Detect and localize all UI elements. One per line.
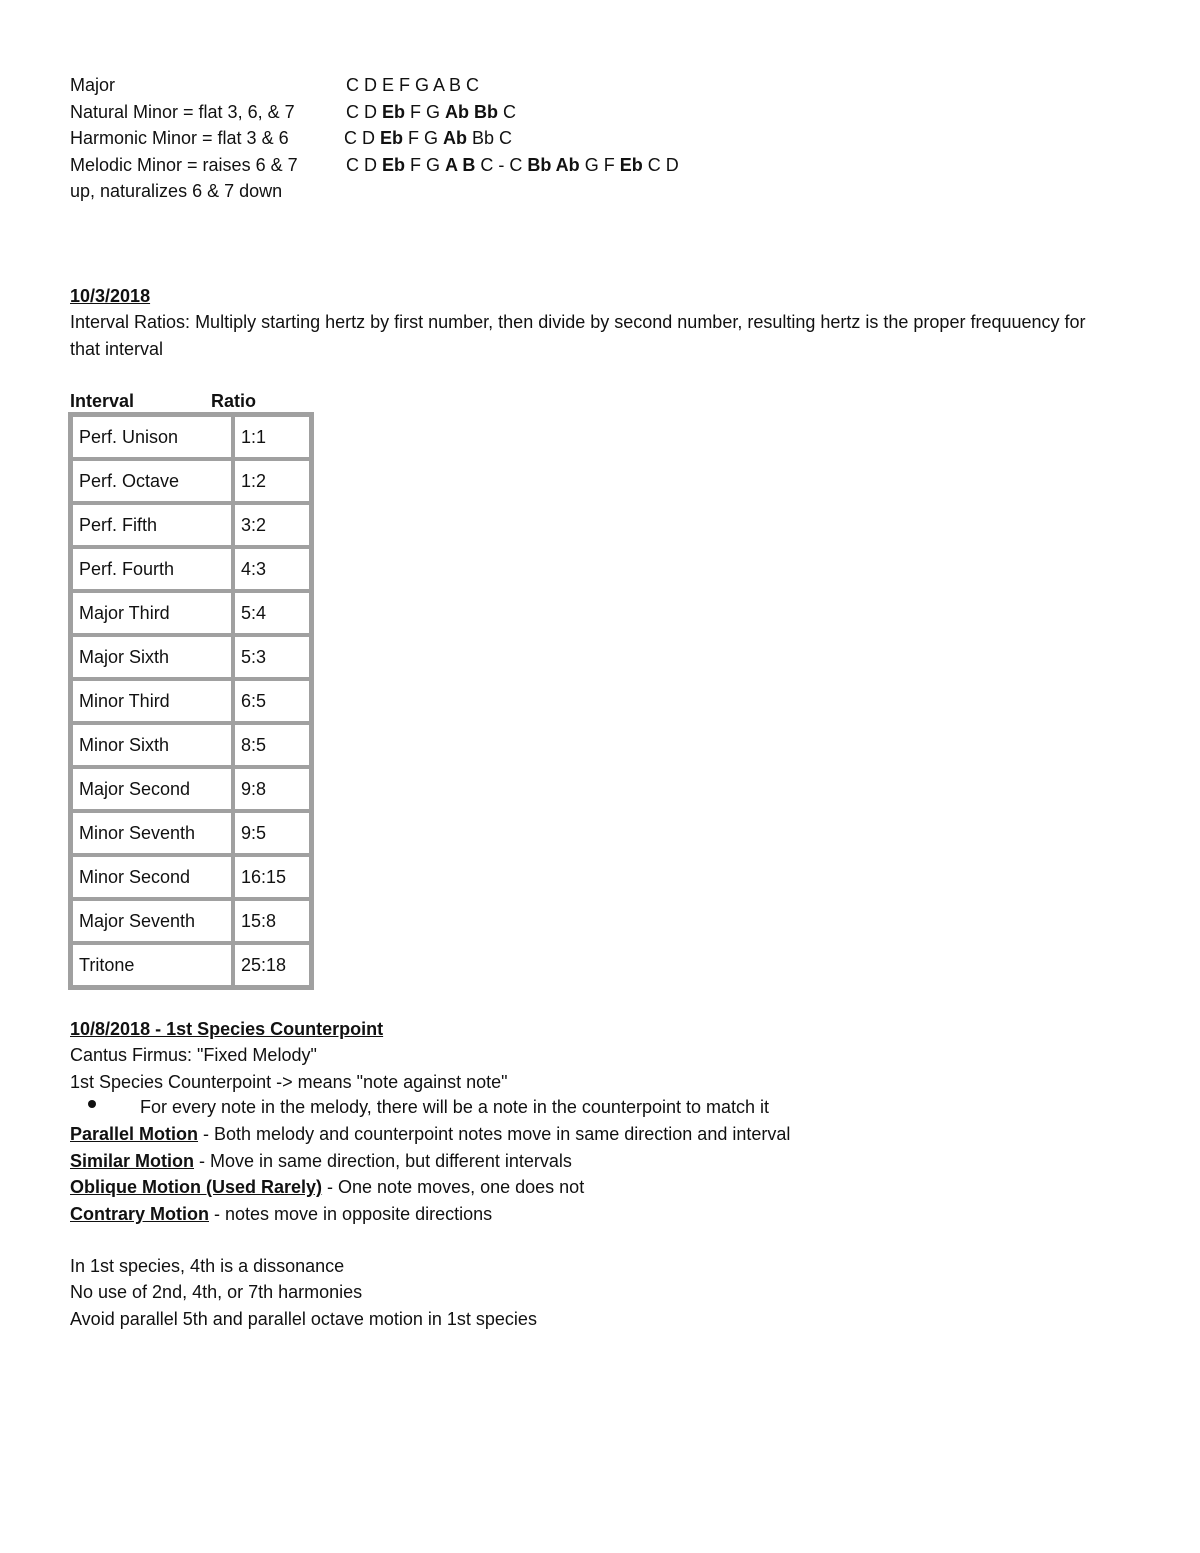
note-run: C D — [344, 128, 380, 148]
table-row — [71, 723, 311, 767]
scale-major — [70, 72, 1130, 98]
motion-definition — [70, 1174, 584, 1200]
rule-line: Avoid parallel 5th and parallel octave motion in 1st species — [70, 1309, 537, 1329]
ratio-cell: 15:8 — [233, 899, 311, 943]
note-run: F G — [405, 102, 446, 122]
note-run: C D — [642, 155, 679, 175]
motion-definition — [70, 1121, 790, 1147]
motion-term: Similar Motion — [70, 1151, 195, 1171]
bullet-text: For every note in the melody, there will be a note in the counterpoint to match it — [140, 1097, 770, 1117]
note-run: C - C — [475, 155, 528, 175]
interval-cell: Major Third — [71, 591, 233, 635]
interval-cell: Major Second — [71, 767, 233, 811]
interval-cell: Perf. Fourth — [71, 547, 233, 591]
ratio-cell: 1:2 — [233, 459, 311, 503]
motion-description: - notes move in opposite directions — [209, 1204, 493, 1224]
note-run: Eb — [380, 128, 404, 148]
table-row — [71, 635, 311, 679]
motion-description: - Move in same direction, but different intervals — [194, 1151, 572, 1171]
ratio-cell: 9:8 — [233, 767, 311, 811]
table-row — [71, 591, 311, 635]
scale-label: Natural Minor = flat 3, 6, & 7 — [70, 102, 295, 122]
column-header-ratio: Ratio — [211, 391, 256, 411]
ratio-cell: 3:2 — [233, 503, 311, 547]
first-species-line: 1st Species Counterpoint -> means "note against note" — [70, 1072, 508, 1092]
ratio-cell: 16:15 — [233, 855, 311, 899]
interval-cell: Minor Seventh — [71, 811, 233, 855]
table-row — [71, 547, 311, 591]
motion-term: Parallel Motion — [70, 1124, 199, 1144]
interval-cell: Minor Second — [71, 855, 233, 899]
table-row — [71, 899, 311, 943]
interval-cell: Major Sixth — [71, 635, 233, 679]
scale-melodic-minor — [70, 152, 1130, 178]
table-row — [71, 503, 311, 547]
cantus-firmus-line: Cantus Firmus: "Fixed Melody" — [70, 1045, 317, 1065]
ratio-cell: 8:5 — [233, 723, 311, 767]
ratio-cell: 5:4 — [233, 591, 311, 635]
note-run: Ab Bb — [445, 102, 499, 122]
ratio-cell: 4:3 — [233, 547, 311, 591]
table-row — [71, 415, 311, 459]
note-run: C D — [346, 102, 382, 122]
scale-natural-minor — [70, 99, 1130, 125]
rule-line: No use of 2nd, 4th, or 7th harmonies — [70, 1282, 363, 1302]
interval-cell: Perf. Fifth — [71, 503, 233, 547]
table-row — [71, 767, 311, 811]
note-run: Ab — [443, 128, 468, 148]
motion-description: - One note moves, one does not — [322, 1177, 585, 1197]
interval-ratios-intro — [70, 309, 1100, 363]
note-run: F G — [403, 128, 444, 148]
intro-label: Interval Ratios: — [70, 312, 191, 332]
ratio-cell: 9:5 — [233, 811, 311, 855]
scale-notes — [344, 125, 512, 151]
ratio-cell: 1:1 — [233, 415, 311, 459]
note-run: C — [498, 102, 517, 122]
ratio-cell: 6:5 — [233, 679, 311, 723]
ratio-cell: 25:18 — [233, 943, 311, 987]
scale-notes: C D E F G A B C — [346, 75, 480, 95]
section-date: 10/3/2018 — [70, 286, 151, 306]
melodic-minor-continuation: up, naturalizes 6 & 7 down — [70, 181, 283, 201]
interval-cell: Tritone — [71, 943, 233, 987]
note-run: F G — [405, 155, 446, 175]
motion-description: - Both melody and counterpoint notes move in same direction and interval — [198, 1124, 791, 1144]
note-run: A B — [445, 155, 476, 175]
note-run: Eb — [619, 155, 643, 175]
table-row — [71, 679, 311, 723]
section-heading: 10/8/2018 - 1st Species Counterpoint — [70, 1019, 384, 1039]
scale-notes — [346, 152, 679, 178]
ratio-cell: 5:3 — [233, 635, 311, 679]
interval-cell: Major Seventh — [71, 899, 233, 943]
bullet-icon — [88, 1100, 96, 1108]
scale-notes — [346, 99, 516, 125]
motion-term: Oblique Motion (Used Rarely) — [70, 1177, 323, 1197]
interval-cell: Minor Sixth — [71, 723, 233, 767]
note-run: Bb Ab — [527, 155, 580, 175]
interval-ratio-table — [68, 412, 314, 990]
scale-label: Harmonic Minor = flat 3 & 6 — [70, 128, 289, 148]
interval-cell: Perf. Unison — [71, 415, 233, 459]
scale-harmonic-minor — [70, 125, 1130, 151]
intro-text: Multiply starting hertz by first number, then divide by second number, resulting hertz is the proper frequuency for that interval — [70, 312, 1086, 359]
scale-label: Melodic Minor = raises 6 & 7 — [70, 155, 298, 175]
table-row — [71, 811, 311, 855]
note-run: Bb C — [467, 128, 513, 148]
interval-cell: Minor Third — [71, 679, 233, 723]
table-row — [71, 943, 311, 987]
note-run: G F — [579, 155, 620, 175]
scale-label: Major — [70, 75, 116, 95]
motion-definition — [70, 1148, 572, 1174]
motion-term: Contrary Motion — [70, 1204, 209, 1224]
note-run: C D — [346, 155, 382, 175]
column-header-interval: Interval — [70, 391, 135, 411]
note-run: Eb — [382, 102, 406, 122]
table-row — [71, 459, 311, 503]
interval-cell: Perf. Octave — [71, 459, 233, 503]
note-run: Eb — [382, 155, 406, 175]
rule-line: In 1st species, 4th is a dissonance — [70, 1256, 345, 1276]
motion-definition — [70, 1201, 492, 1227]
table-row — [71, 855, 311, 899]
